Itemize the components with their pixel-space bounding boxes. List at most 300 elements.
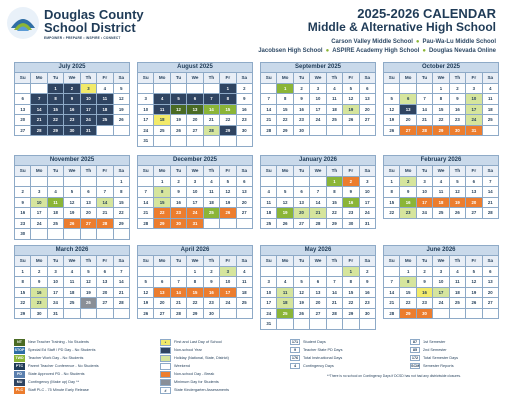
day-cell: 27 — [400, 126, 416, 137]
month-title: August 2025 — [137, 62, 253, 72]
day-cell: 3 — [433, 267, 449, 278]
day-cell: 17 — [48, 288, 64, 299]
day-cell: 29 — [187, 309, 203, 320]
day-cell: 13 — [294, 198, 310, 209]
day-cell: 25 — [64, 298, 80, 309]
day-of-week-header: We — [64, 256, 80, 267]
day-of-week-header: Fr — [343, 256, 359, 267]
day-cell: 8 — [327, 187, 343, 198]
day-of-week-header: Su — [261, 256, 277, 267]
day-of-week-header: Sa — [483, 256, 499, 267]
legend-code: PD — [14, 371, 25, 378]
day-of-week-header: Mo — [400, 73, 416, 84]
day-cell: 5 — [81, 267, 97, 278]
day-of-week-header: Tu — [294, 73, 310, 84]
legend-label: First and Last Day of School — [174, 340, 222, 344]
day-cell: 18 — [433, 198, 449, 209]
day-of-week-header: Th — [81, 73, 97, 84]
day-cell: 4 — [48, 187, 64, 198]
month-grid — [383, 72, 499, 136]
legend-label: Parent Teacher Conference - No Students — [28, 364, 99, 368]
legend-code: TWD — [15, 355, 24, 360]
month-title: June 2026 — [383, 245, 499, 255]
empty-day-cell — [310, 319, 326, 330]
day-cell: 17 — [81, 105, 97, 116]
day-cell: 30 — [237, 126, 253, 137]
day-cell: 10 — [417, 187, 433, 198]
day-of-week-header: Tu — [171, 256, 187, 267]
day-of-week-header: Sa — [360, 166, 376, 177]
day-cell: 19 — [171, 115, 187, 126]
legend-count-item — [410, 346, 458, 354]
month-title: April 2026 — [137, 245, 253, 255]
empty-day-cell — [114, 309, 130, 320]
legend-code: PLC — [15, 387, 24, 392]
day-of-week-header: Mo — [277, 166, 293, 177]
empty-day-cell — [64, 177, 80, 188]
legend-swatch — [160, 363, 171, 370]
legend-item — [160, 370, 229, 378]
day-cell: 14 — [97, 198, 113, 209]
day-of-week-header: Sa — [483, 166, 499, 177]
day-cell: 15 — [327, 198, 343, 209]
day-cell: 28 — [138, 219, 154, 230]
day-cell: 1 — [343, 267, 359, 278]
legend-colors — [160, 338, 229, 394]
empty-day-cell — [31, 84, 47, 95]
month-block — [14, 62, 130, 136]
day-cell: 22 — [277, 115, 293, 126]
day-cell: 30 — [294, 126, 310, 137]
day-cell: 26 — [343, 115, 359, 126]
day-cell: 2 — [400, 177, 416, 188]
day-of-week-header: Th — [204, 166, 220, 177]
legend-item — [160, 346, 229, 354]
day-cell: 5 — [138, 277, 154, 288]
day-cell: 26 — [81, 298, 97, 309]
month-block — [137, 155, 253, 229]
empty-day-cell — [261, 267, 277, 278]
day-cell: 21 — [310, 208, 326, 219]
month-title: May 2026 — [260, 245, 376, 255]
day-of-week-header: Mo — [400, 256, 416, 267]
day-of-week-header: Su — [384, 166, 400, 177]
empty-day-cell — [114, 229, 130, 240]
day-cell: 17 — [31, 208, 47, 219]
day-of-week-header: Sa — [114, 256, 130, 267]
empty-day-cell — [433, 309, 449, 320]
month-title: September 2025 — [260, 62, 376, 72]
day-cell: 27 — [360, 115, 376, 126]
day-cell: 21 — [171, 298, 187, 309]
day-cell: 18 — [154, 115, 170, 126]
day-cell: 16 — [360, 288, 376, 299]
legend-label: Semester Reports — [423, 364, 454, 368]
day-cell: 19 — [114, 105, 130, 116]
day-of-week-header: We — [187, 166, 203, 177]
legend-item — [160, 386, 229, 394]
day-cell: 3 — [417, 177, 433, 188]
day-cell: 15 — [400, 288, 416, 299]
day-cell: 29 — [327, 219, 343, 230]
day-cell: 14 — [138, 198, 154, 209]
day-cell: 30 — [15, 229, 31, 240]
day-cell: 25 — [277, 309, 293, 320]
day-cell: 4 — [64, 267, 80, 278]
day-cell: 14 — [261, 105, 277, 116]
day-cell: 14 — [327, 288, 343, 299]
day-cell: 13 — [15, 105, 31, 116]
month-grid — [14, 165, 130, 240]
day-cell: 25 — [204, 208, 220, 219]
day-cell: 10 — [138, 105, 154, 116]
day-cell: 11 — [204, 187, 220, 198]
day-cell: 24 — [310, 115, 326, 126]
day-cell: 21 — [384, 298, 400, 309]
day-cell: 30 — [417, 309, 433, 320]
legend-label: New Teacher Training - No Students — [28, 340, 89, 344]
day-of-week-header: Tu — [294, 166, 310, 177]
calendar-subtitle: Middle & Alternative High School — [307, 20, 496, 34]
day-cell: 28 — [327, 309, 343, 320]
day-cell: 16 — [204, 288, 220, 299]
day-cell: 28 — [31, 126, 47, 137]
day-cell: 6 — [483, 267, 499, 278]
day-of-week-header: Mo — [277, 73, 293, 84]
day-cell: 15 — [15, 288, 31, 299]
day-cell: 30 — [450, 126, 466, 137]
day-cell: 1 — [384, 177, 400, 188]
day-of-week-header: Mo — [154, 256, 170, 267]
day-cell: 5 — [171, 94, 187, 105]
bullet-icon: ● — [422, 48, 426, 54]
day-cell: 23 — [237, 115, 253, 126]
day-cell: 4 — [97, 84, 113, 95]
day-cell: 1 — [277, 84, 293, 95]
day-of-week-header: Sa — [237, 256, 253, 267]
day-of-week-header: Mo — [31, 166, 47, 177]
day-of-week-header: Mo — [31, 256, 47, 267]
month-block — [137, 62, 253, 147]
day-cell: 17 — [310, 105, 326, 116]
day-cell: 7 — [310, 187, 326, 198]
district-logo — [6, 6, 146, 58]
day-cell: 31 — [138, 136, 154, 147]
month-block — [137, 245, 253, 319]
legend-item — [14, 354, 99, 362]
day-of-week-header: Fr — [343, 166, 359, 177]
day-cell: 7 — [31, 94, 47, 105]
empty-day-cell — [360, 319, 376, 330]
day-cell: 27 — [187, 126, 203, 137]
bullet-icon: ● — [415, 39, 420, 45]
day-cell: 26 — [277, 219, 293, 230]
day-cell: 9 — [64, 94, 80, 105]
day-cell: 6 — [187, 94, 203, 105]
empty-day-cell — [187, 84, 203, 95]
empty-day-cell — [483, 309, 499, 320]
legend-label: Special Ed Staff / PD Day - No Students — [28, 348, 96, 352]
day-cell: 29 — [220, 126, 236, 137]
day-cell: 1 — [114, 177, 130, 188]
day-of-week-header: Sa — [360, 73, 376, 84]
day-cell: 7 — [417, 94, 433, 105]
day-of-week-header: Th — [204, 73, 220, 84]
day-cell: 7 — [261, 94, 277, 105]
day-cell: 24 — [466, 115, 482, 126]
day-cell: 10 — [48, 277, 64, 288]
empty-day-cell — [327, 267, 343, 278]
month-block — [383, 155, 499, 219]
month-grid — [260, 72, 376, 136]
day-of-week-header: Th — [450, 256, 466, 267]
day-cell: 4 — [327, 84, 343, 95]
day-cell: 17 — [261, 298, 277, 309]
day-cell: 5 — [450, 177, 466, 188]
calendar-title: 2025-2026 CALENDAR — [357, 6, 496, 21]
day-cell: 9 — [400, 187, 416, 198]
day-of-week-header: We — [310, 166, 326, 177]
empty-day-cell — [360, 126, 376, 137]
empty-day-cell — [220, 309, 236, 320]
day-of-week-header: We — [64, 73, 80, 84]
legend-item — [160, 354, 229, 362]
day-of-week-header: Fr — [343, 73, 359, 84]
day-cell: 20 — [97, 288, 113, 299]
day-cell: 11 — [483, 94, 499, 105]
day-cell: 20 — [294, 208, 310, 219]
empty-day-cell — [327, 126, 343, 137]
day-of-week-header: Tu — [417, 73, 433, 84]
day-cell: 31 — [187, 219, 203, 230]
empty-day-cell — [237, 309, 253, 320]
day-cell: 2 — [15, 187, 31, 198]
month-grid — [137, 165, 253, 229]
day-cell: 24 — [138, 126, 154, 137]
legend-count-item — [290, 362, 342, 370]
day-of-week-header: Fr — [466, 166, 482, 177]
day-of-week-header: Fr — [220, 73, 236, 84]
day-cell: 2 — [360, 267, 376, 278]
day-cell: 2 — [204, 267, 220, 278]
day-cell: 15 — [433, 105, 449, 116]
day-cell: 25 — [261, 219, 277, 230]
day-of-week-header: Su — [15, 256, 31, 267]
day-cell: 23 — [400, 208, 416, 219]
day-of-week-header: Tu — [48, 73, 64, 84]
legend-count-item — [410, 354, 458, 362]
school-name: Pau-Wa-Lu Middle School — [422, 39, 496, 45]
day-cell: 13 — [237, 187, 253, 198]
day-cell: 13 — [400, 105, 416, 116]
day-cell: 14 — [204, 105, 220, 116]
empty-day-cell — [220, 136, 236, 147]
day-cell: 14 — [171, 288, 187, 299]
day-of-week-header: Th — [81, 166, 97, 177]
empty-day-cell — [237, 136, 253, 147]
day-cell: 9 — [15, 198, 31, 209]
day-cell: 2 — [171, 177, 187, 188]
day-cell: 15 — [384, 198, 400, 209]
empty-day-cell — [48, 177, 64, 188]
empty-day-cell — [81, 229, 97, 240]
day-cell: 6 — [81, 187, 97, 198]
month-title: October 2025 — [383, 62, 499, 72]
day-cell: 12 — [384, 105, 400, 116]
day-cell: 27 — [466, 208, 482, 219]
day-cell: 28 — [384, 309, 400, 320]
empty-day-cell — [64, 229, 80, 240]
day-cell: 25 — [48, 219, 64, 230]
day-cell: 27 — [81, 219, 97, 230]
legend-label: Teacher Work Day - No Students — [28, 356, 84, 360]
day-of-week-header: Mo — [154, 73, 170, 84]
empty-day-cell — [327, 319, 343, 330]
day-cell: 20 — [237, 198, 253, 209]
empty-day-cell — [97, 177, 113, 188]
legend-label: Minimum Day for Students — [174, 380, 219, 384]
day-cell: 20 — [310, 298, 326, 309]
day-cell: 23 — [450, 115, 466, 126]
day-cell: 12 — [64, 198, 80, 209]
day-cell: 26 — [171, 126, 187, 137]
legend-label: State Kindergarten Assessments — [174, 388, 230, 392]
legend-day-counts — [290, 338, 342, 370]
legend-swatch — [160, 347, 171, 354]
day-cell: 24 — [187, 208, 203, 219]
day-cell: 29 — [433, 126, 449, 137]
day-cell: 30 — [204, 309, 220, 320]
month-block — [260, 245, 376, 330]
legend-count-item — [290, 354, 342, 362]
day-cell: 5 — [343, 84, 359, 95]
day-cell: 5 — [384, 94, 400, 105]
day-cell: 10 — [187, 187, 203, 198]
day-cell: 29 — [15, 309, 31, 320]
day-cell: 21 — [483, 198, 499, 209]
day-cell: 8 — [277, 94, 293, 105]
empty-day-cell — [138, 84, 154, 95]
empty-day-cell — [171, 136, 187, 147]
empty-day-cell — [294, 267, 310, 278]
day-cell: 18 — [48, 208, 64, 219]
day-cell: 2 — [31, 267, 47, 278]
day-cell: 9 — [204, 277, 220, 288]
day-of-week-header: Su — [384, 73, 400, 84]
day-cell: 12 — [277, 198, 293, 209]
legend-count-item — [410, 362, 458, 370]
day-of-week-header: Fr — [466, 256, 482, 267]
day-cell: 27 — [294, 219, 310, 230]
day-cell: 22 — [343, 298, 359, 309]
day-cell: 6 — [310, 277, 326, 288]
day-cell: 28 — [114, 298, 130, 309]
day-of-week-header: Th — [327, 166, 343, 177]
empty-day-cell — [138, 177, 154, 188]
day-cell: 30 — [64, 126, 80, 137]
day-cell: 7 — [171, 277, 187, 288]
day-cell: 25 — [237, 298, 253, 309]
day-cell: 8 — [114, 187, 130, 198]
day-cell: 3 — [187, 177, 203, 188]
day-cell: 23 — [294, 115, 310, 126]
legend-count-item — [290, 346, 342, 354]
day-cell: 27 — [15, 126, 31, 137]
legend-item — [14, 346, 99, 354]
legend-swatch — [160, 371, 171, 378]
day-cell: 17 — [433, 288, 449, 299]
legend-code: PTC — [15, 363, 24, 368]
day-cell: 14 — [417, 105, 433, 116]
day-cell: 4 — [237, 267, 253, 278]
day-cell: 7 — [204, 94, 220, 105]
day-cell: 2 — [417, 267, 433, 278]
day-cell: 8 — [343, 277, 359, 288]
empty-day-cell — [31, 177, 47, 188]
day-of-week-header: Su — [138, 256, 154, 267]
day-cell: 22 — [114, 208, 130, 219]
day-of-week-header: Fr — [97, 166, 113, 177]
day-cell: 8 — [187, 277, 203, 288]
legend-count: 9 — [290, 347, 300, 353]
day-of-week-header: Su — [138, 73, 154, 84]
day-cell: 1 — [433, 84, 449, 95]
day-of-week-header: Tu — [48, 166, 64, 177]
legend-label: Contingency (Make up) Day ** — [28, 380, 80, 384]
day-cell: 11 — [154, 105, 170, 116]
day-cell: 22 — [400, 298, 416, 309]
day-of-week-header: Th — [204, 256, 220, 267]
legend-swatch — [160, 355, 171, 362]
day-cell: 31 — [360, 219, 376, 230]
day-cell: 1 — [327, 177, 343, 188]
empty-day-cell — [343, 319, 359, 330]
day-cell: 15 — [220, 105, 236, 116]
day-cell: 27 — [237, 208, 253, 219]
day-cell: 4 — [277, 277, 293, 288]
day-cell: 6 — [360, 84, 376, 95]
day-cell: 4 — [483, 84, 499, 95]
day-cell: 23 — [31, 298, 47, 309]
empty-day-cell — [277, 177, 293, 188]
day-of-week-header: Th — [81, 256, 97, 267]
day-cell: 31 — [261, 319, 277, 330]
empty-day-cell — [154, 84, 170, 95]
day-cell: 26 — [138, 309, 154, 320]
day-cell: 16 — [343, 198, 359, 209]
day-cell: 9 — [31, 277, 47, 288]
legend-item — [160, 378, 229, 386]
empty-day-cell — [114, 126, 130, 137]
empty-day-cell — [294, 177, 310, 188]
empty-day-cell — [81, 309, 97, 320]
day-cell: 1 — [154, 177, 170, 188]
day-of-week-header: Fr — [220, 256, 236, 267]
day-cell: 15 — [187, 288, 203, 299]
school-list-line2 — [196, 47, 496, 56]
day-cell: 18 — [261, 208, 277, 219]
day-cell: 9 — [171, 187, 187, 198]
legend-label: Staff PLC - 75 Minute Early Release — [28, 388, 89, 392]
logo-tagline: EMPOWER • PREPARE • INSPIRE • CONNECT — [44, 36, 121, 40]
logo-mark-icon — [6, 6, 40, 40]
day-cell: 4 — [450, 267, 466, 278]
day-cell: 3 — [466, 84, 482, 95]
month-block — [260, 155, 376, 229]
day-cell: 7 — [327, 277, 343, 288]
day-cell: 9 — [450, 94, 466, 105]
day-cell: 3 — [138, 94, 154, 105]
